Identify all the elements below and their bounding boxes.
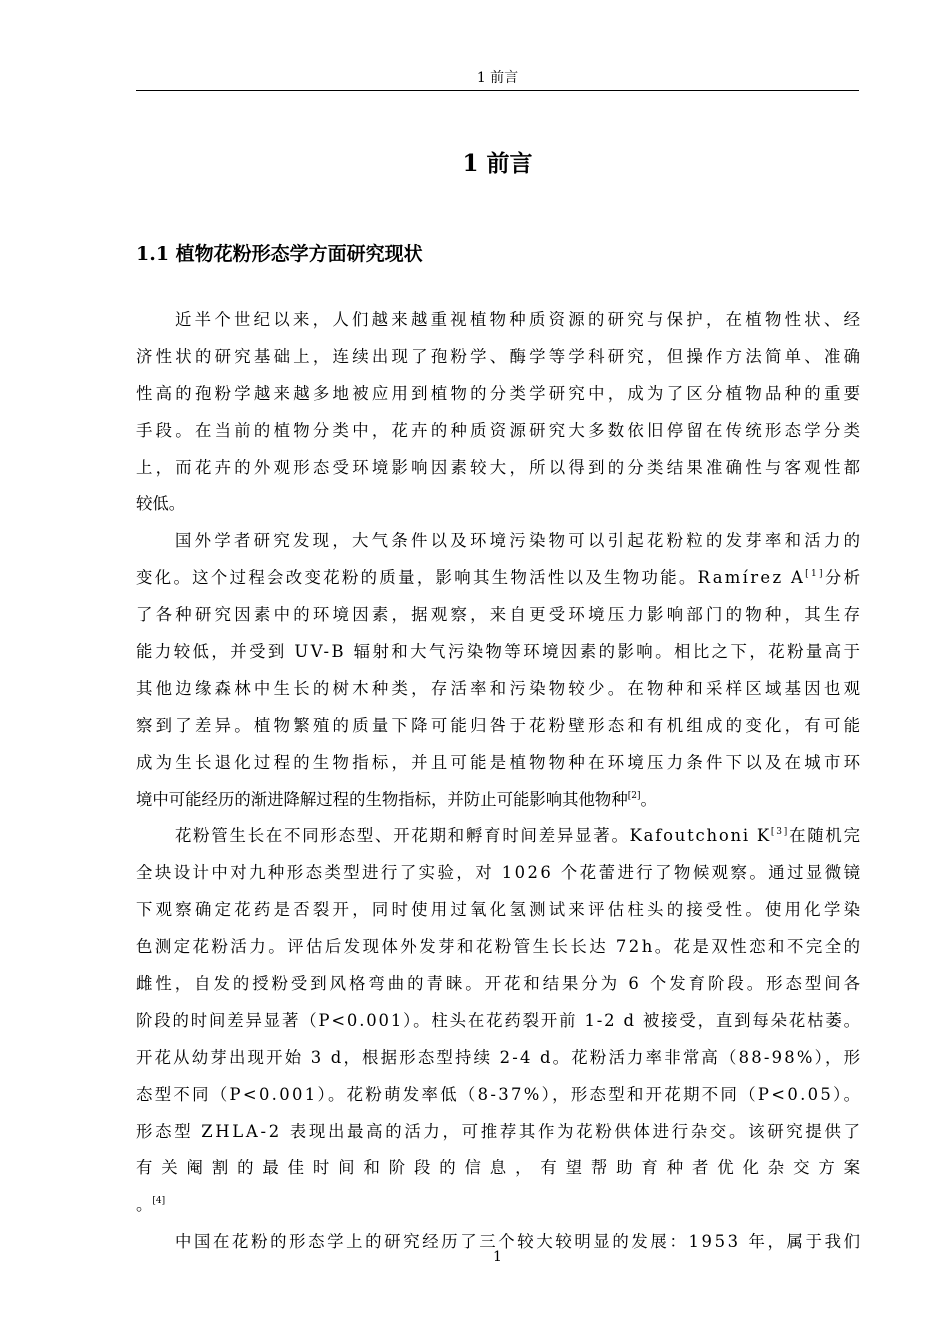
text-line: 阶段的时间差异显著（P<0.001）。柱头在花药裂开前 1-2 d 被接受，直到每朵花枯萎。 (136, 1010, 862, 1030)
text-line: 手段。在当前的植物分类中，花卉的种质资源研究大多数依旧停留在传统形态学分类 (136, 420, 864, 440)
text-line: 了各种研究因素中的环境因素，据观察，来自更受环境压力影响部门的物种，其生存 (136, 605, 864, 625)
page-number: 1 (493, 1249, 502, 1265)
text-line: 性高的孢粉学越来越多地被应用到植物的分类学研究中，成为了区分植物品种的重要 (136, 383, 864, 403)
text-line: 济性状的研究基础上，连续出现了孢粉学、酶学等学科研究，但操作方法简单、准确 (136, 346, 864, 366)
text-line: 态型不同（P<0.001）。花粉萌发率低（8-37%），形态型和开花期不同（P<0.05）。 (136, 1084, 863, 1104)
header-rule (136, 90, 859, 91)
body-text (136, 302, 869, 1261)
text-line: 成为生长退化过程的生物指标，并且可能是植物物种在环境压力条件下以及在城市环 (136, 752, 864, 772)
citation[interactable]: [4] (152, 1196, 166, 1207)
text-line: 雌性，自发的授粉受到风格弯曲的青睐。开花和结果分为 6 个发育阶段。形态型间各 (136, 974, 863, 994)
text-line: 全块设计中对九种形态类型进行了实验，对 1026 个花蕾进行了物候观察。通过显微镜 (136, 863, 863, 883)
text-line: 中国在花粉的形态学上的研究经历了三个较大较明显的发展：1953 年，属于我们 (175, 1232, 863, 1252)
text-line: 能力较低，并受到 UV-B 辐射和大气污染物等环境因素的影响。相比之下，花粉量高于 (136, 642, 863, 662)
text-line: 较低。 (136, 494, 186, 514)
section-title: 1.1 植物花粉形态学方面研究现状 (136, 243, 423, 265)
text-line: 国外学者研究发现，大气条件以及环境污染物可以引起花粉粒的发芽率和活力的 (175, 531, 864, 551)
text-line: 开花从幼芽出现开始 3 d，根据形态型持续 2-4 d。花粉活力率非常高（88-98%），形 (136, 1047, 863, 1067)
text-line: 色测定花粉活力。评估后发现体外发芽和花粉管生长长达 72h。花是双性恋和不完全的 (136, 937, 863, 957)
citation[interactable]: [3] (770, 827, 790, 838)
citation[interactable]: [2] (627, 790, 641, 801)
text-line: 下观察确定花药是否裂开，同时使用过氧化氢测试来评估柱头的接受性。使用化学染 (136, 900, 864, 920)
text-line: 花粉管生长在不同形态型、开花期和孵育时间差异显著。Kafoutchoni K[3]在随机完 (175, 826, 862, 846)
text-line: 近半个世纪以来，人们越来越重视植物种质资源的研究与保护，在植物性状、经 (175, 310, 864, 329)
text-line: 其他边缘森林中生长的树木种类，存活率和污染物较少。在物种和采样区域基因也观 (136, 678, 864, 698)
text-line: 有关阉割的最佳时间和阶段的信息，有望帮助育种者优化杂交方案 (136, 1158, 869, 1178)
chapter-title: 1 前言 (462, 150, 533, 177)
text-line: 。[4] (136, 1195, 166, 1215)
text-line: 上，而花卉的外观形态受环境影响因素较大，所以得到的分类结果准确性与客观性都 (136, 457, 864, 477)
text-line: 形态型 ZHLA-2 表现出最高的活力，可推荐其作为花粉供体进行杂交。该研究提供了 (136, 1121, 863, 1141)
running-header: 1 前言 (476, 70, 519, 86)
text-line: 境中可能经历的渐进降解过程的生物指标，并防止可能影响其他物种[2]。 (136, 789, 657, 809)
text-line: 变化。这个过程会改变花粉的质量，影响其生物活性以及生物功能。Ramírez A[1]分析 (136, 568, 863, 588)
text-line: 察到了差异。植物繁殖的质量下降可能归咎于花粉壁形态和有机组成的变化，有可能 (136, 715, 864, 735)
citation[interactable]: [1] (805, 569, 825, 580)
